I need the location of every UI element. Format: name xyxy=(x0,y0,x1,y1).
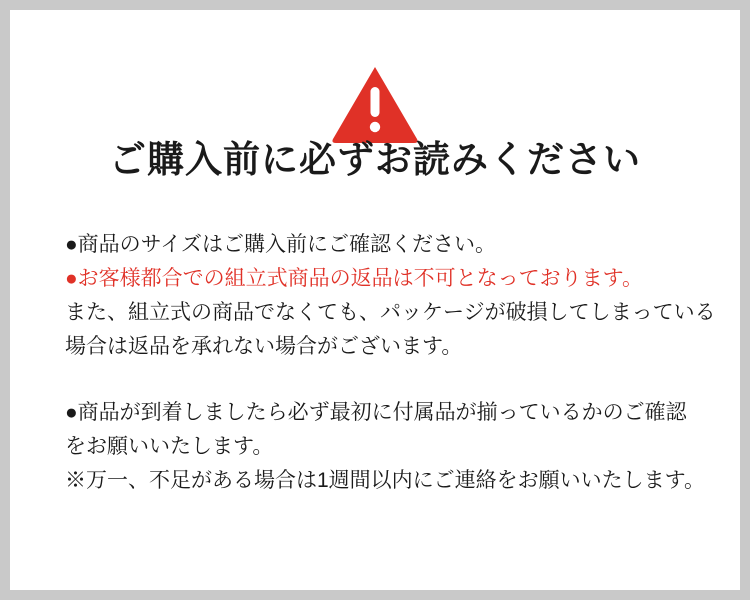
notice-line: ●商品のサイズはご購入前にご確認ください。 xyxy=(65,233,497,256)
notice-line: ●商品が到着しましたら必ず最初に付属品が揃っているかのご確認 xyxy=(65,401,687,424)
section-divider xyxy=(65,364,695,396)
notice-line: 場合は返品を承れない場合がございます。 xyxy=(65,335,463,358)
notice-card xyxy=(10,10,740,590)
page-title: ご購入前に必ずお読みください xyxy=(109,139,641,180)
notice-line: ※万一、不足がある場合は1週間以内にご連絡をお願いいたします。 xyxy=(65,469,705,492)
notice-line: をお願いいたします。 xyxy=(65,435,274,458)
notice-line-warning: ●お客様都合での組立式商品の返品は不可となっております。 xyxy=(65,267,644,290)
warning-triangle-icon xyxy=(331,65,419,143)
warning-icon-container xyxy=(10,65,740,143)
notice-line: また、組立式の商品でなくても、パッケージが破損してしまっている xyxy=(65,301,716,324)
notice-body xyxy=(65,228,716,498)
